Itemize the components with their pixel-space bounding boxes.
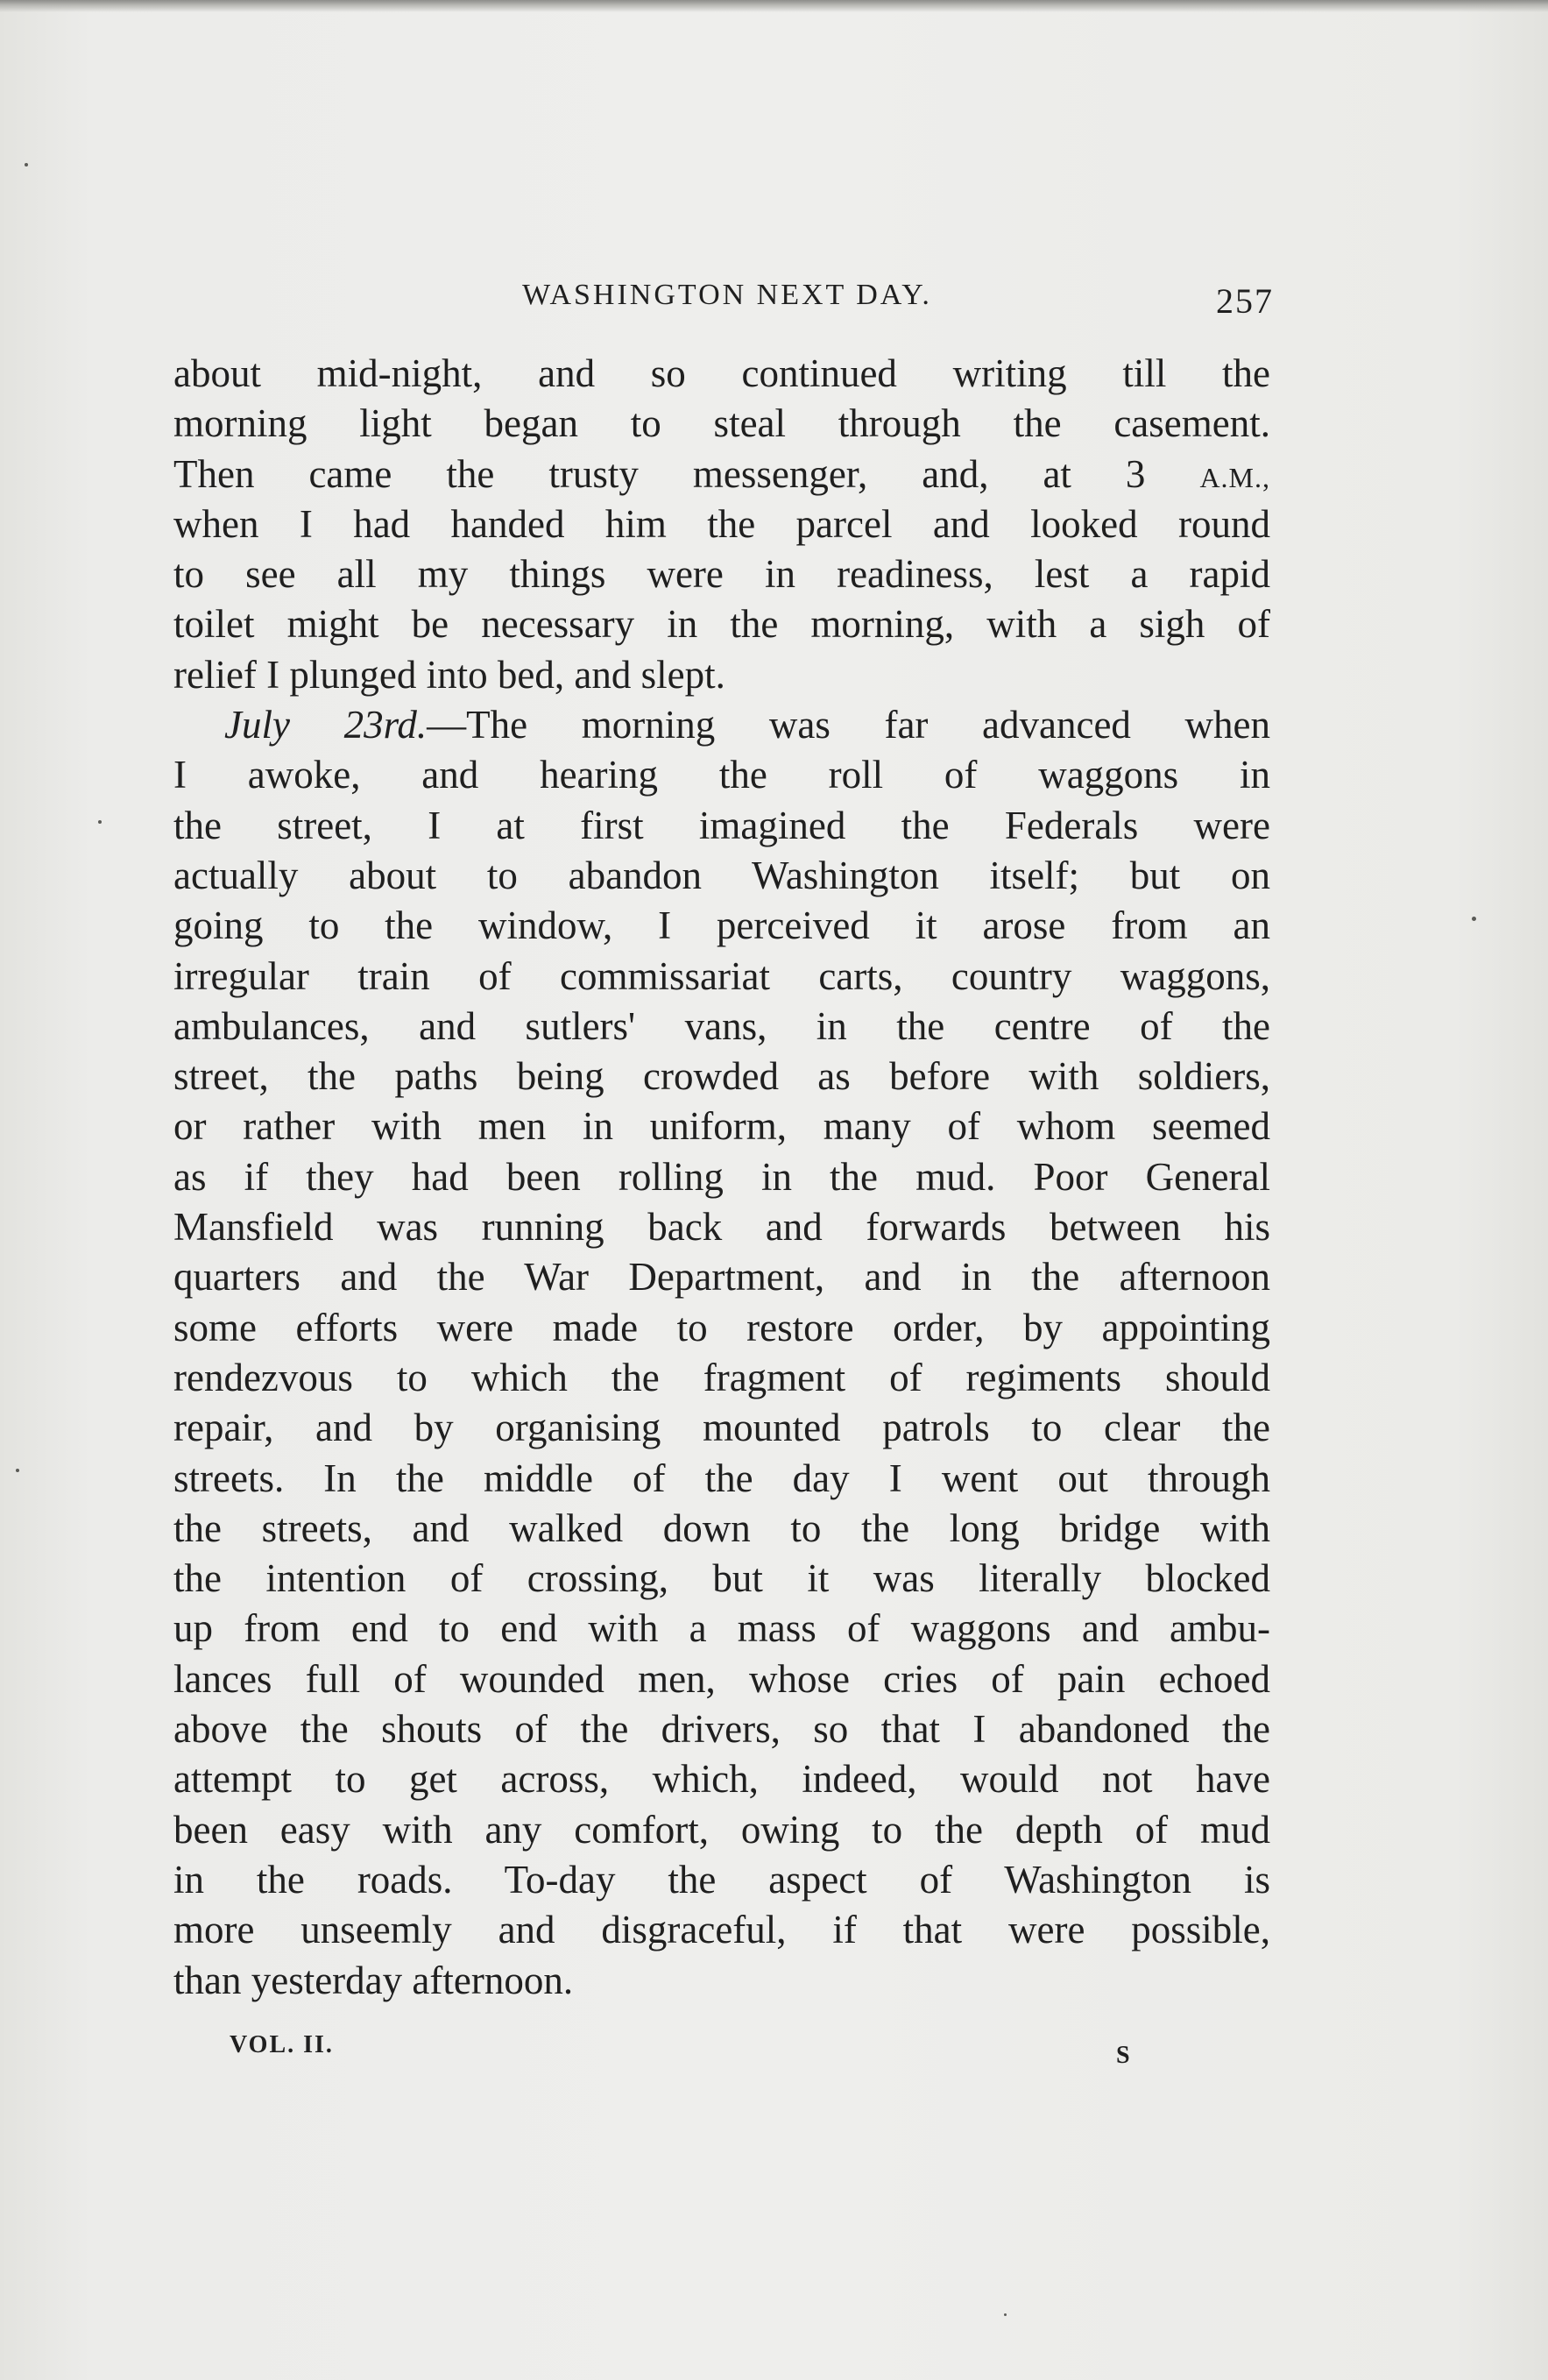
running-head	[175, 279, 1279, 331]
dated-entry-heading: July 23rd.	[224, 703, 428, 747]
text-line: streets. In the middle of the day I went out through	[173, 1456, 1270, 1500]
volume-signature: VOL. II.	[230, 2031, 334, 2058]
text-line	[173, 700, 1270, 750]
text-line: repair, and by organising mounted patrols to clear the	[173, 1406, 1270, 1450]
text-line: going to the window, I perceived it arose from an	[173, 903, 1270, 948]
text-line: street, the paths being crowded as before with soldiers,	[173, 1054, 1270, 1099]
text-line: than yesterday afternoon.	[173, 1958, 574, 2002]
text-line: about mid-night, and so continued writing till the	[173, 351, 1270, 395]
text-line: attempt to get across, which, indeed, would not have	[173, 1757, 1270, 1802]
gathering-signature: S	[1116, 2042, 1130, 2069]
text-line: more unseemly and disgraceful, if that were possible,	[173, 1908, 1270, 1952]
text-line: Mansfield was running back and forwards between his	[173, 1205, 1270, 1250]
text-line: the street, I at first imagined the Federals were	[173, 803, 1270, 847]
text-line: the streets, and walked down to the long bridge with	[173, 1505, 1270, 1550]
text-line: actually about to abandon Washington itself; but on	[173, 853, 1270, 897]
text-line: morning light began to steal through the casement.	[173, 401, 1270, 446]
body-text	[173, 349, 1270, 2006]
text-line: or rather with men in uniform, many of whom seemed	[173, 1104, 1270, 1149]
small-caps-time: A.M.,	[1199, 461, 1270, 493]
paper-speck	[98, 820, 102, 824]
text-line: relief I plunged into bed, and slept.	[173, 652, 725, 697]
text-line: up from end to end with a mass of waggons and ambu-	[173, 1606, 1270, 1651]
text-line: quarters and the War Department, and in the afternoon	[173, 1255, 1270, 1300]
text-line: irregular train of commissariat carts, country waggons,	[173, 953, 1270, 998]
text-line: been easy with any comfort, owing to the depth of mud	[173, 1807, 1270, 1852]
text-line: I awoke, and hearing the roll of waggons in	[173, 753, 1270, 797]
paper-speck	[1472, 917, 1476, 921]
paper-speck	[1004, 2313, 1007, 2316]
text-line	[173, 450, 1270, 499]
text-line: above the shouts of the drivers, so that I abandoned the	[173, 1707, 1270, 1752]
paper-speck	[16, 1469, 19, 1472]
text-line: rendezvous to which the fragment of regiments should	[173, 1355, 1270, 1399]
page-top-edge	[0, 0, 1548, 12]
page-number: 257	[1216, 281, 1274, 321]
text-line: the intention of crossing, but it was literally blocked	[173, 1556, 1270, 1601]
text-line: when I had handed him the parcel and looked round	[173, 501, 1270, 546]
text-line-part: —The morning was far advanced when	[427, 703, 1270, 747]
text-line: in the roads. To-day the aspect of Washington is	[173, 1857, 1270, 1902]
text-line: toilet might be necessary in the morning, with a sigh of	[173, 602, 1270, 647]
text-line: lances full of wounded men, whose cries of pain echoed	[173, 1656, 1270, 1701]
text-line: as if they had been rolling in the mud. Poor General	[173, 1154, 1270, 1199]
text-line: to see all my things were in readiness, lest a rapid	[173, 552, 1270, 597]
paper-speck	[25, 163, 28, 166]
running-title: WASHINGTON NEXT DAY.	[522, 279, 932, 311]
text-line: some efforts were made to restore order, by appointing	[173, 1305, 1270, 1349]
text-line-part: Then came the trusty messenger, and, at 3	[173, 451, 1146, 496]
text-line: ambulances, and sutlers' vans, in the centre of the	[173, 1003, 1270, 1048]
